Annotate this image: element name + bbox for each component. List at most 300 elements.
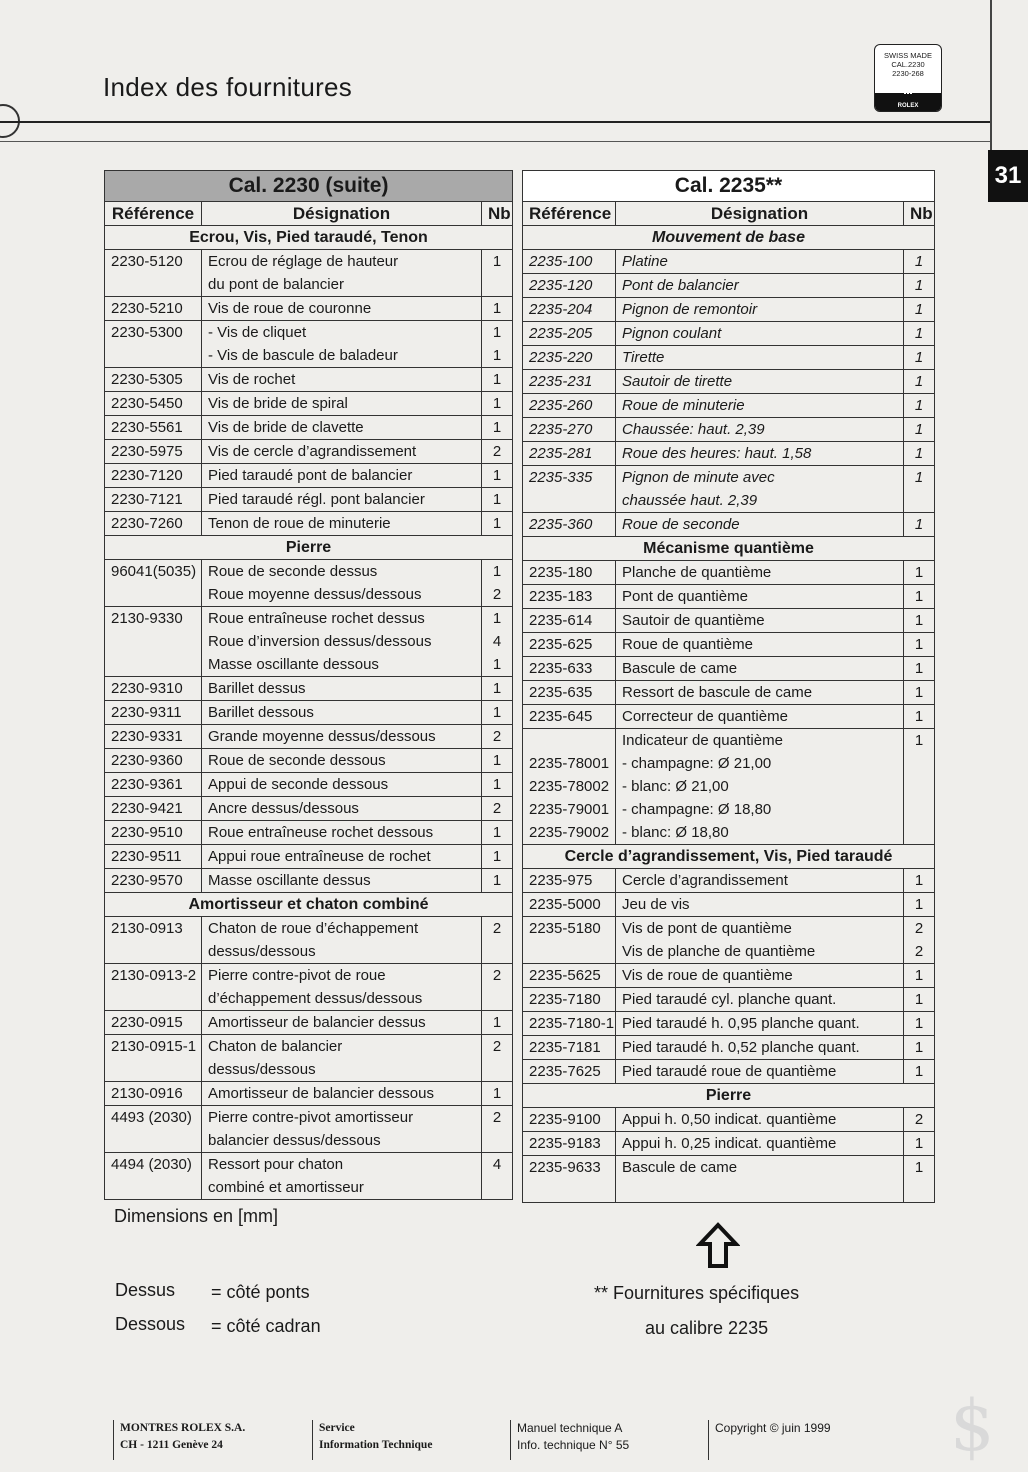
- section-title: Pierre: [523, 1084, 935, 1108]
- table-row: [523, 274, 935, 298]
- designation-cell-line: Chaton de roue d’échappement: [208, 920, 419, 937]
- designation-cell: [616, 893, 904, 917]
- designation-cell-line: Ecrou de réglage de hauteur: [208, 253, 399, 270]
- quantity-cell-line: 1: [492, 752, 502, 769]
- reference-cell: [105, 725, 202, 749]
- table-row: [105, 416, 513, 440]
- designation-cell: [202, 1153, 482, 1200]
- designation-cell-line: Pont de balancier: [622, 277, 739, 294]
- reference-cell: [523, 609, 616, 633]
- reference-cell: [523, 1108, 616, 1132]
- quantity-cell-line: 1: [914, 1039, 924, 1056]
- designation-cell: [616, 1108, 904, 1132]
- reference-cell-line: 2235-9183: [529, 1135, 601, 1152]
- designation-cell-line: Tirette: [622, 349, 665, 366]
- quantity-cell-line: 1: [492, 1085, 502, 1102]
- designation-cell-line: Ressort pour chaton: [208, 1156, 344, 1173]
- table-row: [105, 1011, 513, 1035]
- designation-cell: [202, 701, 482, 725]
- quantity-cell-line: 1: [914, 1159, 924, 1176]
- reference-cell-line: 2235-78002: [529, 778, 610, 795]
- reference-cell-line: 2235-5000: [529, 896, 601, 913]
- quantity-cell: [482, 464, 513, 488]
- designation-cell-line: Pont de quantième: [622, 588, 748, 605]
- quantity-cell: [482, 845, 513, 869]
- designation-cell-line: - champagne: Ø 18,80: [622, 801, 772, 818]
- quantity-cell-line: 1: [914, 253, 924, 270]
- reference-cell-line: 2235-205: [529, 325, 593, 342]
- designation-cell-line: Pied taraudé h. 0,52 planche quant.: [622, 1039, 860, 1056]
- designation-cell-line: Pignon de remontoir: [622, 301, 758, 318]
- header-rule: [0, 121, 990, 123]
- designation-cell: [202, 1035, 482, 1082]
- quantity-cell: [904, 394, 935, 418]
- designation-cell: [616, 561, 904, 585]
- reference-cell: [105, 917, 202, 964]
- reference-cell: [105, 440, 202, 464]
- section-header-row: [105, 226, 513, 250]
- designation-cell: [202, 250, 482, 297]
- table-row: [523, 633, 935, 657]
- right-table-title: Cal. 2235**: [523, 171, 935, 202]
- designation-cell-line: balancier dessus/dessous: [208, 1132, 381, 1149]
- quantity-cell: [904, 869, 935, 893]
- designation-cell-line: - Vis de cliquet: [208, 324, 307, 341]
- table-row: [105, 725, 513, 749]
- quantity-cell: [482, 607, 513, 677]
- quantity-cell-line: 1: [914, 301, 924, 318]
- reference-cell: [523, 657, 616, 681]
- table-row: [105, 607, 513, 677]
- footer-company-address: CH - 1211 Genève 24: [120, 1439, 223, 1451]
- designation-cell-line: Roue de minuterie: [622, 397, 745, 414]
- table-row: [105, 1035, 513, 1082]
- designation-cell-line: Masse oscillante dessous: [208, 656, 379, 673]
- designation-cell: [616, 513, 904, 537]
- designation-cell-line: Platine: [622, 253, 668, 270]
- quantity-cell-line: 1: [492, 395, 502, 412]
- quantity-cell: [904, 681, 935, 705]
- reference-cell: [105, 773, 202, 797]
- designation-cell-line: Pignon de minute avec: [622, 469, 775, 486]
- table-row: [105, 321, 513, 368]
- quantity-cell: [904, 585, 935, 609]
- table-row: [523, 1156, 935, 1203]
- designation-cell: [616, 298, 904, 322]
- quantity-cell: [482, 1106, 513, 1153]
- quantity-cell-line: 1: [914, 636, 924, 653]
- reference-cell-line: [111, 1129, 195, 1152]
- reference-cell: [105, 821, 202, 845]
- table-row: [523, 442, 935, 466]
- table-row: [105, 560, 513, 607]
- reference-cell: [523, 585, 616, 609]
- reference-cell-line: 2130-0916: [111, 1085, 183, 1102]
- designation-cell: [616, 633, 904, 657]
- designation-cell: [616, 394, 904, 418]
- table-row: [105, 821, 513, 845]
- table-row: [523, 1012, 935, 1036]
- reference-cell-line: [111, 1058, 195, 1081]
- quantity-cell: [904, 729, 935, 845]
- table-row: [523, 1108, 935, 1132]
- reference-cell-line: [111, 273, 195, 296]
- designation-cell: [616, 585, 904, 609]
- badge-line-1: SWISS MADE: [884, 51, 932, 60]
- quantity-cell-line: 1: [914, 516, 924, 533]
- quantity-cell-line: 1: [914, 896, 924, 913]
- reference-cell: [105, 1082, 202, 1106]
- footer-company-name: MONTRES ROLEX S.A.: [120, 1422, 246, 1434]
- designation-cell: [202, 749, 482, 773]
- reference-cell: [523, 729, 616, 845]
- designation-cell-line: dessus/dessous: [208, 1061, 316, 1078]
- designation-cell: [202, 773, 482, 797]
- reference-cell: [105, 869, 202, 893]
- quantity-cell: [904, 1012, 935, 1036]
- designation-cell: [202, 1011, 482, 1035]
- reference-cell-line: 2230-9511: [111, 848, 182, 865]
- quantity-cell: [482, 1035, 513, 1082]
- margin-rule: [990, 0, 992, 150]
- table-row: [105, 512, 513, 536]
- section-header-row: [523, 1084, 935, 1108]
- designation-cell-line: Vis de cercle d’agrandissement: [208, 443, 417, 460]
- reference-cell-line: [111, 987, 195, 1010]
- table-row: [105, 845, 513, 869]
- designation-cell: [202, 607, 482, 677]
- quantity-cell: [904, 442, 935, 466]
- table-row: [105, 773, 513, 797]
- designation-cell: [202, 917, 482, 964]
- designation-cell: [616, 346, 904, 370]
- column-header-nb: Nb: [482, 202, 513, 226]
- quantity-cell-line: 1: [492, 324, 502, 341]
- reference-cell: [523, 442, 616, 466]
- designation-cell: [616, 250, 904, 274]
- quantity-cell-line: 1: [492, 824, 502, 841]
- reference-cell-line: 2230-9510: [111, 824, 183, 841]
- reference-cell-line: 2230-9331: [111, 728, 183, 745]
- left-table-title: Cal. 2230 (suite): [105, 171, 513, 202]
- designation-cell-line: - champagne: Ø 21,00: [622, 755, 772, 772]
- designation-cell-line: Roue de quantième: [622, 636, 753, 653]
- designation-cell: [202, 464, 482, 488]
- designation-cell: [202, 869, 482, 893]
- quantity-cell-line: 1: [914, 708, 924, 725]
- quantity-cell-line: 1: [914, 277, 924, 294]
- reference-cell: [523, 561, 616, 585]
- reference-cell-line: 2230-5120: [111, 253, 183, 270]
- reference-cell-line: 2230-5450: [111, 395, 183, 412]
- quantity-cell: [482, 917, 513, 964]
- section-title: Cercle d’agrandissement, Vis, Pied taraudé: [523, 845, 935, 869]
- footer-service-line-2: Information Technique: [319, 1439, 433, 1451]
- designation-cell-line: Appui roue entraîneuse de rochet: [208, 848, 431, 865]
- quantity-cell-line: 1: [492, 347, 502, 364]
- footer-copyright: [708, 1420, 915, 1460]
- designation-cell-line: Pierre contre-pivot de roue: [208, 967, 386, 984]
- designation-cell: [202, 1082, 482, 1106]
- quantity-cell-line: 1: [492, 680, 502, 697]
- table-row: [105, 392, 513, 416]
- reference-cell: [105, 297, 202, 321]
- crown-icon: [904, 92, 912, 100]
- quantity-cell: [482, 392, 513, 416]
- designation-cell-line: Grande moyenne dessus/dessous: [208, 728, 436, 745]
- reference-cell-line: [111, 653, 195, 676]
- quantity-cell-line: 2: [492, 920, 502, 937]
- quantity-cell-line: 1: [914, 325, 924, 342]
- quantity-cell: [482, 321, 513, 368]
- designation-cell-line: Roue des heures: haut. 1,58: [622, 445, 812, 462]
- reference-cell-line: 2230-7260: [111, 515, 183, 532]
- quantity-cell: [482, 1082, 513, 1106]
- reference-cell-line: 2235-5180: [529, 920, 601, 937]
- quantity-cell: [482, 416, 513, 440]
- designation-cell-line: Appui h. 0,25 indicat. quantième: [622, 1135, 837, 1152]
- designation-cell: [616, 322, 904, 346]
- designation-cell-line: Pied taraudé pont de balancier: [208, 467, 413, 484]
- badge-line-3: 2230-268: [892, 69, 924, 78]
- designation-cell-line: Bascule de came: [622, 1159, 738, 1176]
- reference-cell: [523, 1012, 616, 1036]
- reference-cell: [105, 701, 202, 725]
- designation-cell-line: Pierre contre-pivot amortisseur: [208, 1109, 414, 1126]
- reference-cell: [105, 845, 202, 869]
- footer-company: [113, 1420, 306, 1460]
- reference-cell: [523, 466, 616, 513]
- table-row: [523, 917, 935, 964]
- quantity-cell-line: 1: [492, 563, 502, 580]
- table-row: [523, 893, 935, 917]
- reference-cell-line: 2235-7180-1: [529, 1015, 615, 1032]
- quantity-cell-line: 1: [492, 656, 502, 673]
- designation-cell: [202, 440, 482, 464]
- reference-cell-line: [111, 583, 195, 606]
- designation-cell-line: Vis de bride de spiral: [208, 395, 348, 412]
- quantity-cell-line: 2: [914, 1111, 924, 1128]
- designation-cell-line: Masse oscillante dessus: [208, 872, 371, 889]
- quantity-cell: [904, 561, 935, 585]
- designation-cell-line: Pied taraudé cyl. planche quant.: [622, 991, 837, 1008]
- quantity-cell-line: 2: [492, 967, 502, 984]
- quantity-cell: [482, 964, 513, 1011]
- section-header-row: [523, 537, 935, 561]
- designation-cell: [616, 418, 904, 442]
- table-row: [105, 701, 513, 725]
- reference-cell: [523, 1156, 616, 1203]
- quantity-cell-line: 1: [914, 684, 924, 701]
- designation-cell-line: - Vis de bascule de baladeur: [208, 347, 398, 364]
- reference-cell-line: 2235-204: [529, 301, 593, 318]
- reference-cell: [523, 322, 616, 346]
- table-row: [105, 869, 513, 893]
- reference-cell: [105, 368, 202, 392]
- column-header-reference: Référence: [523, 202, 616, 226]
- quantity-cell: [904, 893, 935, 917]
- designation-cell-line: Roue de seconde dessus: [208, 563, 378, 580]
- quantity-cell: [482, 677, 513, 701]
- footer-service-line-1: Service: [319, 1422, 355, 1434]
- reference-cell-line: 2230-5975: [111, 443, 183, 460]
- reference-cell-line: 2235-79001: [529, 801, 610, 818]
- quantity-cell-line: 1: [492, 1014, 502, 1031]
- quantity-cell-line: 2: [914, 943, 924, 960]
- section-header-row: [523, 845, 935, 869]
- quantity-cell-line: 1: [914, 991, 924, 1008]
- reference-cell: [105, 1153, 202, 1200]
- reference-cell-line: 2235-635: [529, 684, 593, 701]
- designation-cell-line: Roue entraîneuse rochet dessous: [208, 824, 434, 841]
- header-rule-thin: [0, 141, 990, 142]
- designation-cell-line: Chaton de balancier: [208, 1038, 343, 1055]
- table-row: [105, 964, 513, 1011]
- designation-cell: [616, 370, 904, 394]
- quantity-cell-line: 4: [492, 1156, 502, 1173]
- designation-cell-line: Bascule de came: [622, 660, 738, 677]
- designation-cell: [202, 416, 482, 440]
- designation-cell-line: Vis de pont de quantième: [622, 920, 792, 937]
- reference-cell-line: [529, 489, 609, 512]
- table-row: [523, 988, 935, 1012]
- section-header-row: [105, 893, 513, 917]
- reference-cell-line: 2235-281: [529, 445, 593, 462]
- designation-cell-line: Roue de seconde: [622, 516, 740, 533]
- quantity-cell: [904, 917, 935, 964]
- quantity-cell-line: 1: [492, 467, 502, 484]
- reference-cell-line: [111, 940, 195, 963]
- designation-cell: [616, 1156, 904, 1203]
- designation-cell-line: Pied taraudé régl. pont balancier: [208, 491, 425, 508]
- reference-cell-line: 2235-270: [529, 421, 593, 438]
- quantity-cell: [904, 988, 935, 1012]
- reference-cell-line: 2235-7180: [529, 991, 601, 1008]
- left-table-body: [105, 226, 513, 1200]
- table-row: [523, 729, 935, 845]
- reference-cell-line: 2235-625: [529, 636, 593, 653]
- quantity-cell: [904, 513, 935, 537]
- reference-cell: [523, 513, 616, 537]
- designation-cell-line: Sautoir de quantième: [622, 612, 765, 629]
- quantity-cell: [482, 821, 513, 845]
- quantity-cell-line: 1: [492, 776, 502, 793]
- reference-cell: [105, 1011, 202, 1035]
- quantity-cell-line: 1: [914, 732, 924, 749]
- designation-cell: [202, 297, 482, 321]
- table-row: [105, 917, 513, 964]
- reference-cell-line: 2130-0913: [111, 920, 183, 937]
- designation-cell: [202, 392, 482, 416]
- table-row: [105, 488, 513, 512]
- reference-cell: [105, 416, 202, 440]
- reference-cell: [523, 964, 616, 988]
- reference-cell-line: [529, 1179, 609, 1202]
- section-header-row: [523, 226, 935, 250]
- reference-cell-line: 2235-360: [529, 516, 593, 533]
- reference-cell: [105, 392, 202, 416]
- reference-cell: [523, 274, 616, 298]
- designation-cell: [202, 677, 482, 701]
- designation-cell-line: Roue moyenne dessus/dessous: [208, 586, 422, 603]
- designation-cell: [616, 705, 904, 729]
- reference-cell-line: 2235-100: [529, 253, 593, 270]
- quantity-cell: [904, 418, 935, 442]
- reference-cell-line: 2235-9100: [529, 1111, 601, 1128]
- designation-cell: [202, 321, 482, 368]
- table-row: [105, 677, 513, 701]
- quantity-cell-line: 1: [914, 564, 924, 581]
- table-row: [523, 298, 935, 322]
- table-row: [523, 585, 935, 609]
- quantity-cell: [904, 609, 935, 633]
- reference-cell-line: 2230-9360: [111, 752, 183, 769]
- designation-cell: [202, 1106, 482, 1153]
- quantity-cell: [904, 1156, 935, 1203]
- quantity-cell: [904, 298, 935, 322]
- designation-cell: [616, 1132, 904, 1156]
- quantity-cell-line: 1: [492, 300, 502, 317]
- reference-cell-line: 2230-0915: [111, 1014, 183, 1031]
- reference-cell-line: 2235-183: [529, 588, 593, 605]
- table-row: [523, 394, 935, 418]
- designation-cell: [616, 681, 904, 705]
- reference-cell-line: 2235-335: [529, 469, 593, 486]
- designation-cell-line: Vis de roue de quantième: [622, 967, 793, 984]
- quantity-cell: [482, 797, 513, 821]
- designation-cell: [616, 1060, 904, 1084]
- table-row: [105, 749, 513, 773]
- designation-cell: [616, 609, 904, 633]
- reference-cell-line: 2130-0913-2: [111, 967, 197, 984]
- reference-cell-line: 2235-231: [529, 373, 593, 390]
- table-row: [523, 513, 935, 537]
- quantity-cell-line: 1: [492, 491, 502, 508]
- reference-cell-line: 2235-7625: [529, 1063, 601, 1080]
- quantity-cell: [904, 466, 935, 513]
- designation-cell-line: - blanc: Ø 18,80: [622, 824, 729, 841]
- designation-cell: [616, 657, 904, 681]
- reference-cell-line: 2235-975: [529, 872, 593, 889]
- quantity-cell-line: 1: [492, 371, 502, 388]
- designation-cell-line: Appui de seconde dessous: [208, 776, 389, 793]
- reference-cell: [523, 633, 616, 657]
- reference-cell-line: 4493 (2030): [111, 1109, 192, 1126]
- specific-note-line-2: au calibre 2235: [645, 1318, 769, 1338]
- reference-cell: [105, 464, 202, 488]
- badge-brand: [875, 93, 941, 111]
- reference-cell: [523, 298, 616, 322]
- quantity-cell: [482, 250, 513, 297]
- designation-cell-line: Sautoir de tirette: [622, 373, 733, 390]
- designation-cell-line: Roue entraîneuse rochet dessus: [208, 610, 425, 627]
- table-row: [105, 440, 513, 464]
- designation-cell-line: Vis de bride de clavette: [208, 419, 364, 436]
- designation-cell: [202, 845, 482, 869]
- quantity-cell: [904, 964, 935, 988]
- quantity-cell: [482, 1153, 513, 1200]
- designation-cell-line: chaussée haut. 2,39: [622, 492, 758, 509]
- dimensions-note: Dimensions en [mm]: [114, 1206, 279, 1226]
- quantity-cell: [904, 1108, 935, 1132]
- designation-cell-line: Amortisseur de balancier dessous: [208, 1085, 434, 1102]
- page-footer: [113, 1420, 993, 1460]
- quantity-cell-line: 1: [914, 588, 924, 605]
- quantity-cell: [904, 633, 935, 657]
- reference-cell-line: [111, 344, 195, 367]
- quantity-cell-line: 2: [492, 800, 502, 817]
- reference-cell-line: 2235-614: [529, 612, 593, 629]
